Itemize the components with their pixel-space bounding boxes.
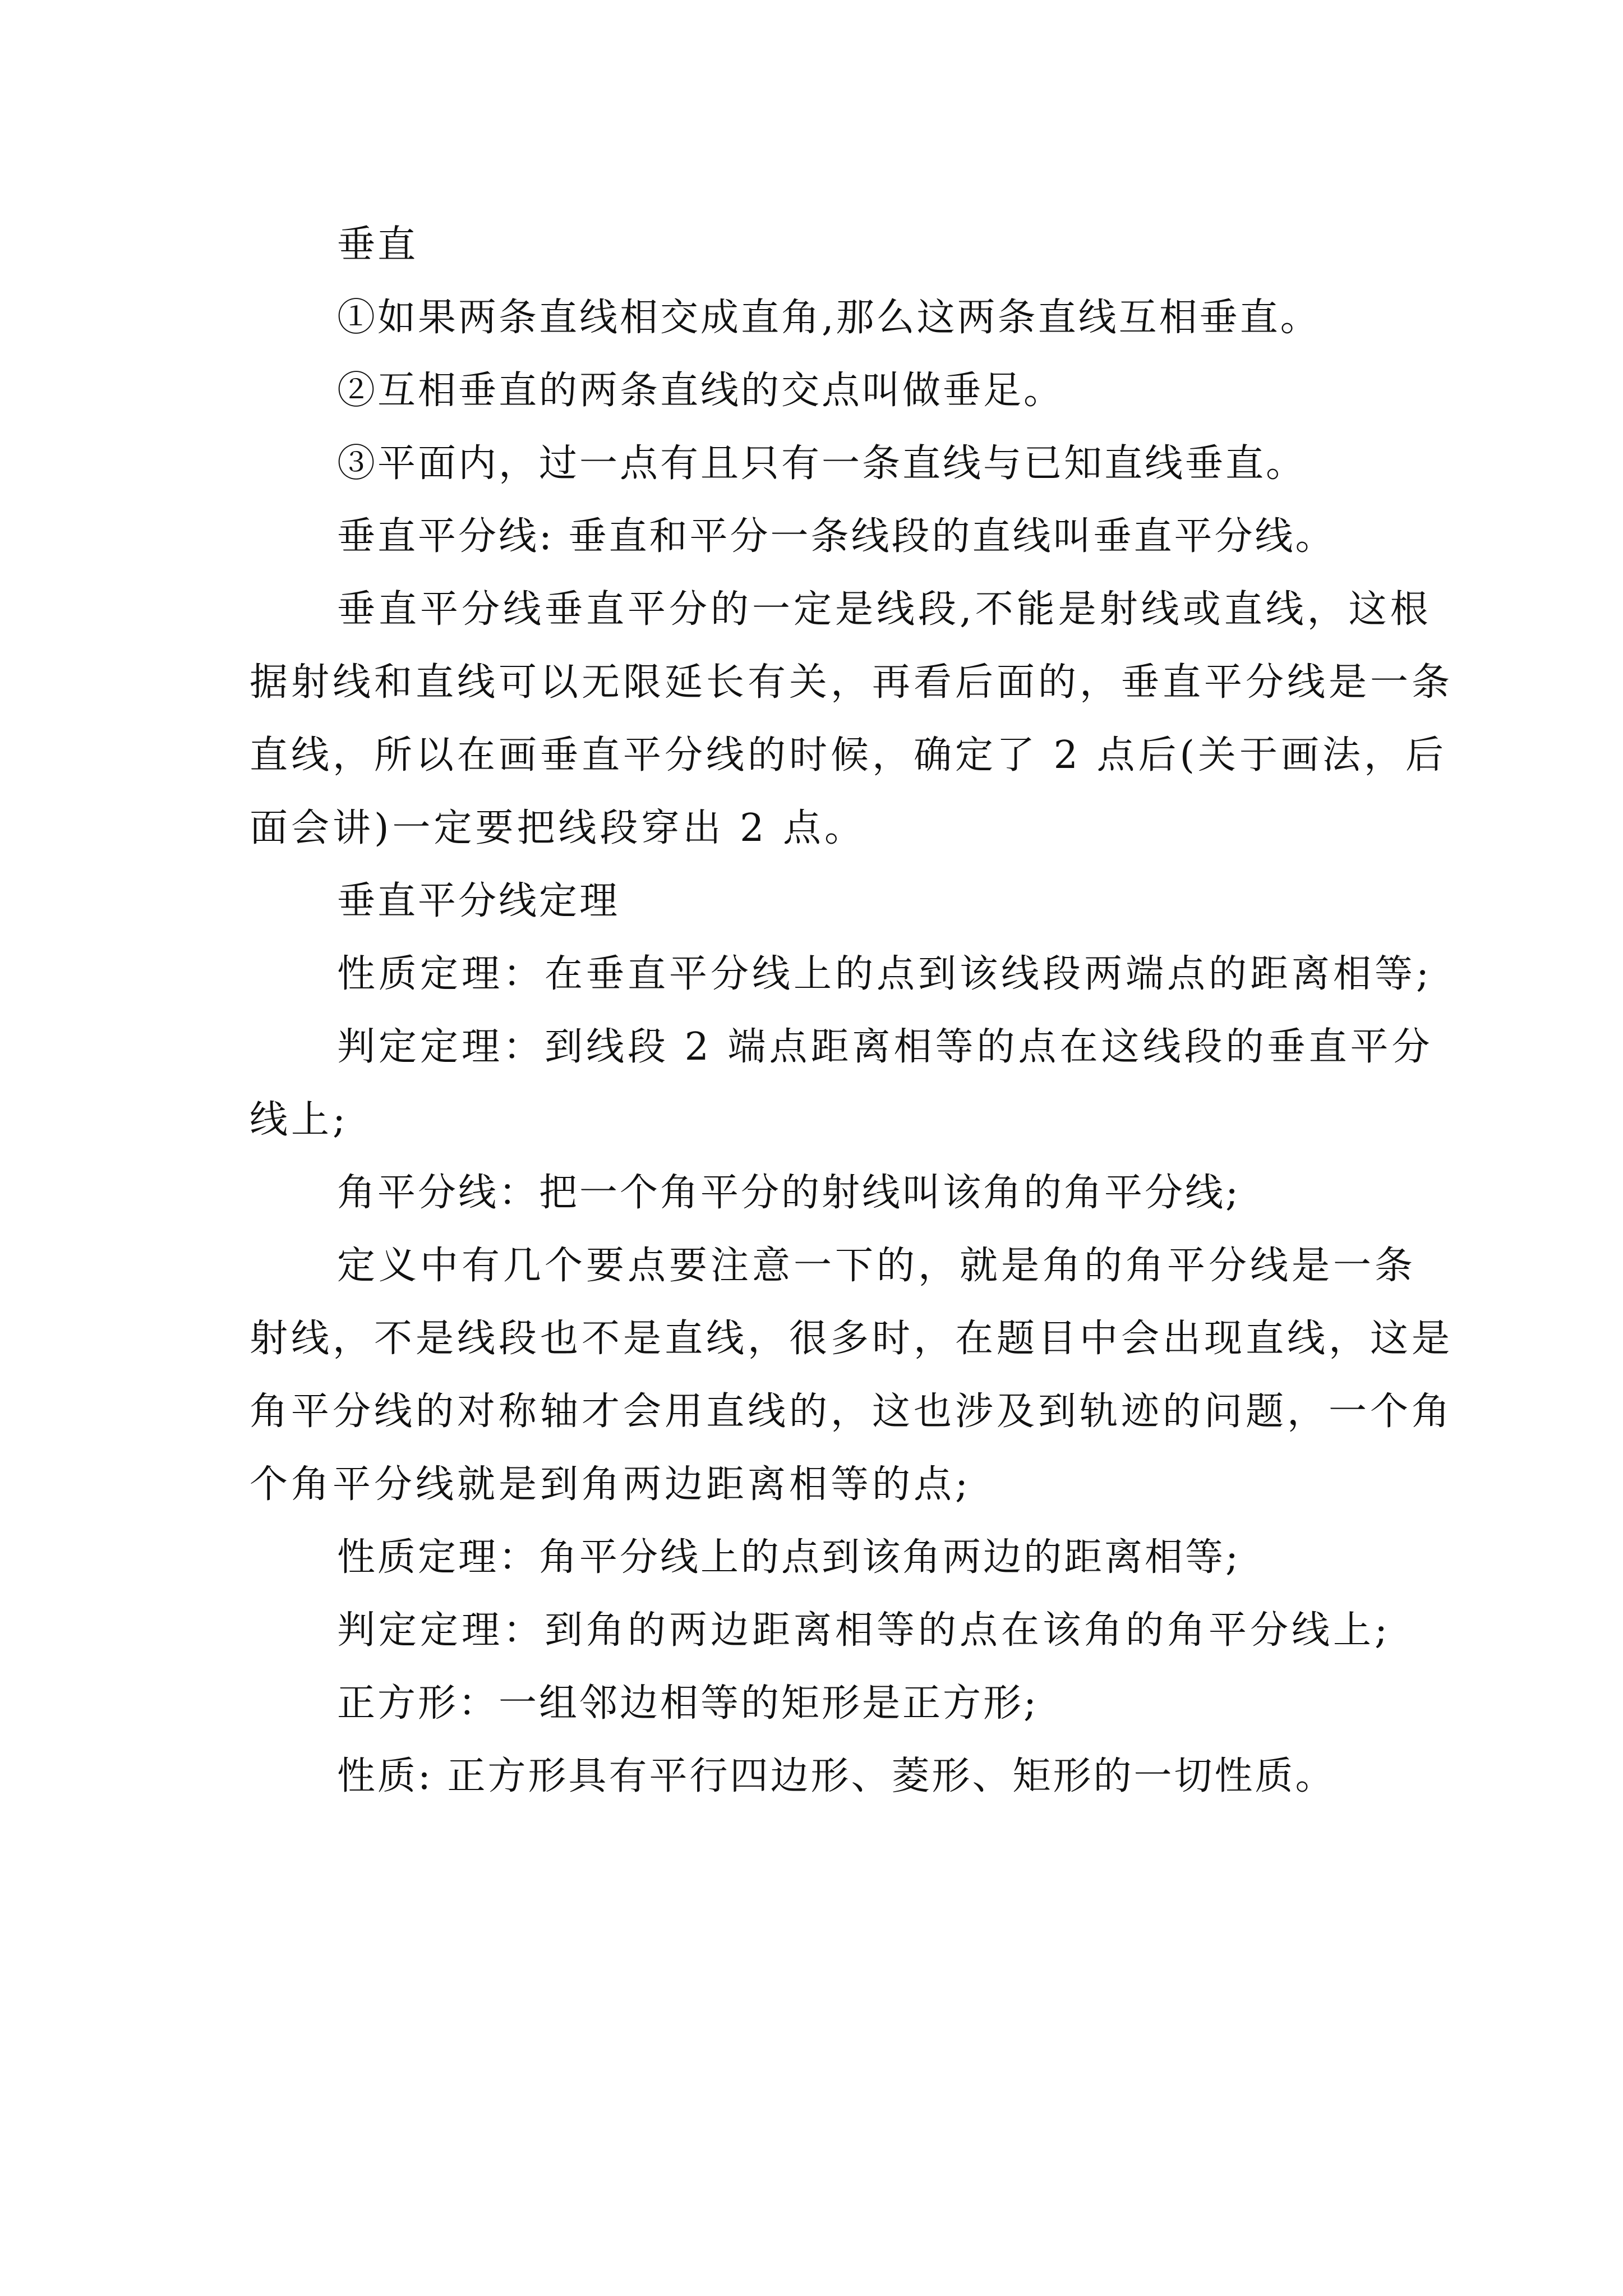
- paragraph-foot-of-perpendicular: ②互相垂直的两条直线的交点叫做垂足。: [337, 369, 1064, 413]
- paragraph-angle-bisector-determination: 判定定理：到角的两边距离相等的点在该角的角平分线上;: [337, 1608, 1391, 1653]
- paragraph-perpendicular-definition: ①如果两条直线相交成直角,那么这两条直线互相垂直。: [337, 296, 1321, 340]
- heading-perpendicular-bisector-theorem: 垂直平分线定理: [337, 879, 620, 923]
- paragraph-bisector-property-theorem: 性质定理：在垂直平分线上的点到该线段两端点的距离相等;: [337, 952, 1432, 996]
- paragraph-angle-bisector-note: 定义中有几个要点要注意一下的，就是角的角平分线是一条射线，不是线段也不是直线，很多时，在题目中会出现直线，这是角平分线的对称轴才会用直线的，这也涉及到轨迹的问题，一个角个角平分线就是到角两边距离相等的点;: [250, 1244, 1454, 1507]
- paragraph-square-property: 性质: 正方形具有平行四边形、菱形、矩形的一切性质。: [337, 1754, 1336, 1798]
- paragraph-bisector-determination-theorem: 判定定理：到线段 2 端点距离相等的点在这线段的垂直平分线上;: [250, 1025, 1433, 1142]
- document-body: [250, 209, 1455, 1813]
- paragraph-unique-perpendicular: ③平面内，过一点有且只有一条直线与已知直线垂直。: [337, 441, 1307, 486]
- paragraph-perpendicular-bisector-definition: 垂直平分线: 垂直和平分一条线段的直线叫垂直平分线。: [337, 514, 1336, 559]
- paragraph-perpendicular-bisector-note: 垂直平分线垂直平分的一定是线段,不能是射线或直线，这根据射线和直线可以无限延长有关，再看后面的，垂直平分线是一条直线，所以在画垂直平分线的时候，确定了 2 点后(关于画法，后面会讲)一定要把线段穿出 2 点。: [250, 587, 1454, 850]
- paragraph-angle-bisector-definition: 角平分线：把一个角平分的射线叫该角的角平分线;: [337, 1171, 1241, 1215]
- paragraph-square-definition: 正方形：一组邻边相等的矩形是正方形;: [337, 1681, 1039, 1726]
- paragraph-angle-bisector-property: 性质定理：角平分线上的点到该角两边的距离相等;: [337, 1535, 1241, 1580]
- heading-perpendicular: 垂直: [337, 223, 418, 267]
